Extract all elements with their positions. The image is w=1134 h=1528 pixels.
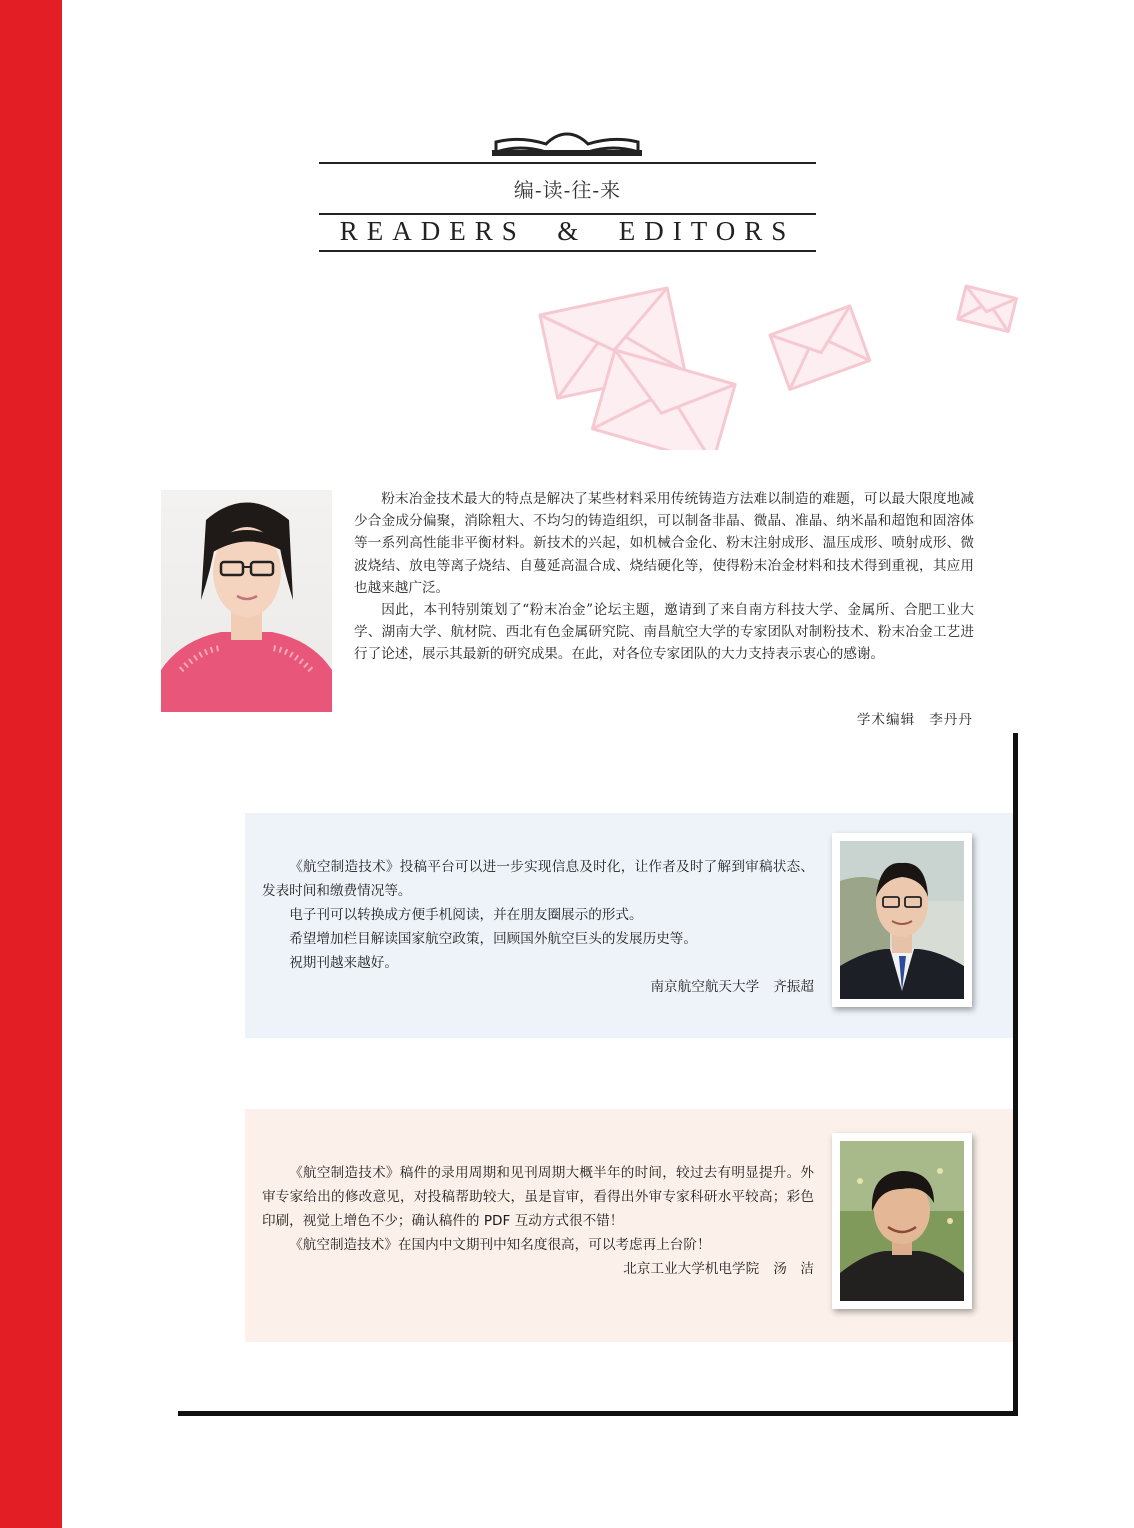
envelope-decoration-icon <box>530 280 1030 450</box>
editor-paragraph: 因此，本刊特别策划了“粉末冶金”论坛主题，邀请到了来自南方科技大学、金属所、合肥工业大学、湖南大学、航材院、西北有色金属研究院、南昌航空大学的专家团队对制粉技术、粉末冶金工艺进行了论述，展示其最新的研究成果。在此，对各位专家团队的大力支持表示衷心的感谢。 <box>354 602 974 663</box>
red-side-bar <box>0 0 62 1528</box>
header-bottom-rule <box>319 250 816 252</box>
editor-note-text <box>354 488 974 666</box>
letter-paragraph: 电子刊可以转换成方便手机阅读，并在朋友圈展示的形式。 <box>289 907 643 923</box>
letter-paragraph: 《航空制造技术》投稿平台可以进一步实现信息及时化，让作者及时了解到审稿状态、发表时间和缴费情况等。 <box>262 859 814 899</box>
header-top-rule <box>319 162 816 164</box>
letter-1-signature <box>262 975 814 999</box>
letter-2-signature <box>262 1257 814 1281</box>
letter-paragraph: 《航空制造技术》在国内中文期刊中知名度很高，可以考虑再上台阶！ <box>289 1237 711 1253</box>
letter-2-name: 汤 洁 <box>773 1261 814 1277</box>
open-book-icon <box>490 130 644 160</box>
reader-letter-2-text <box>262 1161 814 1281</box>
editor-portrait <box>161 490 332 712</box>
reader-letter-1-text <box>262 855 814 999</box>
frame-right-border <box>1013 733 1018 1416</box>
letter-paragraph: 希望增加栏目解读国家航空政策，回顾国外航空巨头的发展历史等。 <box>289 931 697 947</box>
editor-signature <box>700 708 973 728</box>
frame-bottom-border <box>178 1411 1018 1416</box>
letter-2-affiliation: 北京工业大学机电学院 <box>623 1261 760 1277</box>
section-title-en: READERS & EDITORS <box>339 216 796 246</box>
editor-name: 李丹丹 <box>929 712 973 728</box>
editor-role: 学术编辑 <box>856 712 916 728</box>
letter-paragraph: 祝期刊越来越好。 <box>289 955 398 971</box>
letter-paragraph: 《航空制造技术》稿件的录用周期和见刊周期大概半年的时间，较过去有明显提升。外审专家给出的修改意见，对投稿帮助较大，虽是盲审，看得出外审专家科研水平较高；彩色印刷，视觉上增色不少；确认稿件的 PDF 互动方式很不错！ <box>262 1165 814 1229</box>
reader-2-photo <box>832 1133 972 1309</box>
reader-1-photo <box>832 833 972 1007</box>
section-title-cn: 编-读-往-来 <box>513 178 622 202</box>
header-middle-rule <box>319 213 816 215</box>
letter-1-name: 齐振超 <box>773 979 814 995</box>
letter-1-affiliation: 南京航空航天大学 <box>650 979 760 995</box>
editor-paragraph: 粉末冶金技术最大的特点是解决了某些材料采用传统铸造方法难以制造的难题，可以最大限度地减少合金成分偏聚，消除粗大、不均匀的铸造组织，可以制备非晶、微晶、准晶、纳米晶和超饱和固溶体等一系列高性能非平衡材料。新技术的兴起，如机械合金化、粉末注射成形、温压成形、喷射成形、微波烧结、放电等离子烧结、自蔓延高温合成、烧结硬化等，使得粉末冶金材料和技术得到重视，其应用也越来越广泛。 <box>354 491 974 596</box>
